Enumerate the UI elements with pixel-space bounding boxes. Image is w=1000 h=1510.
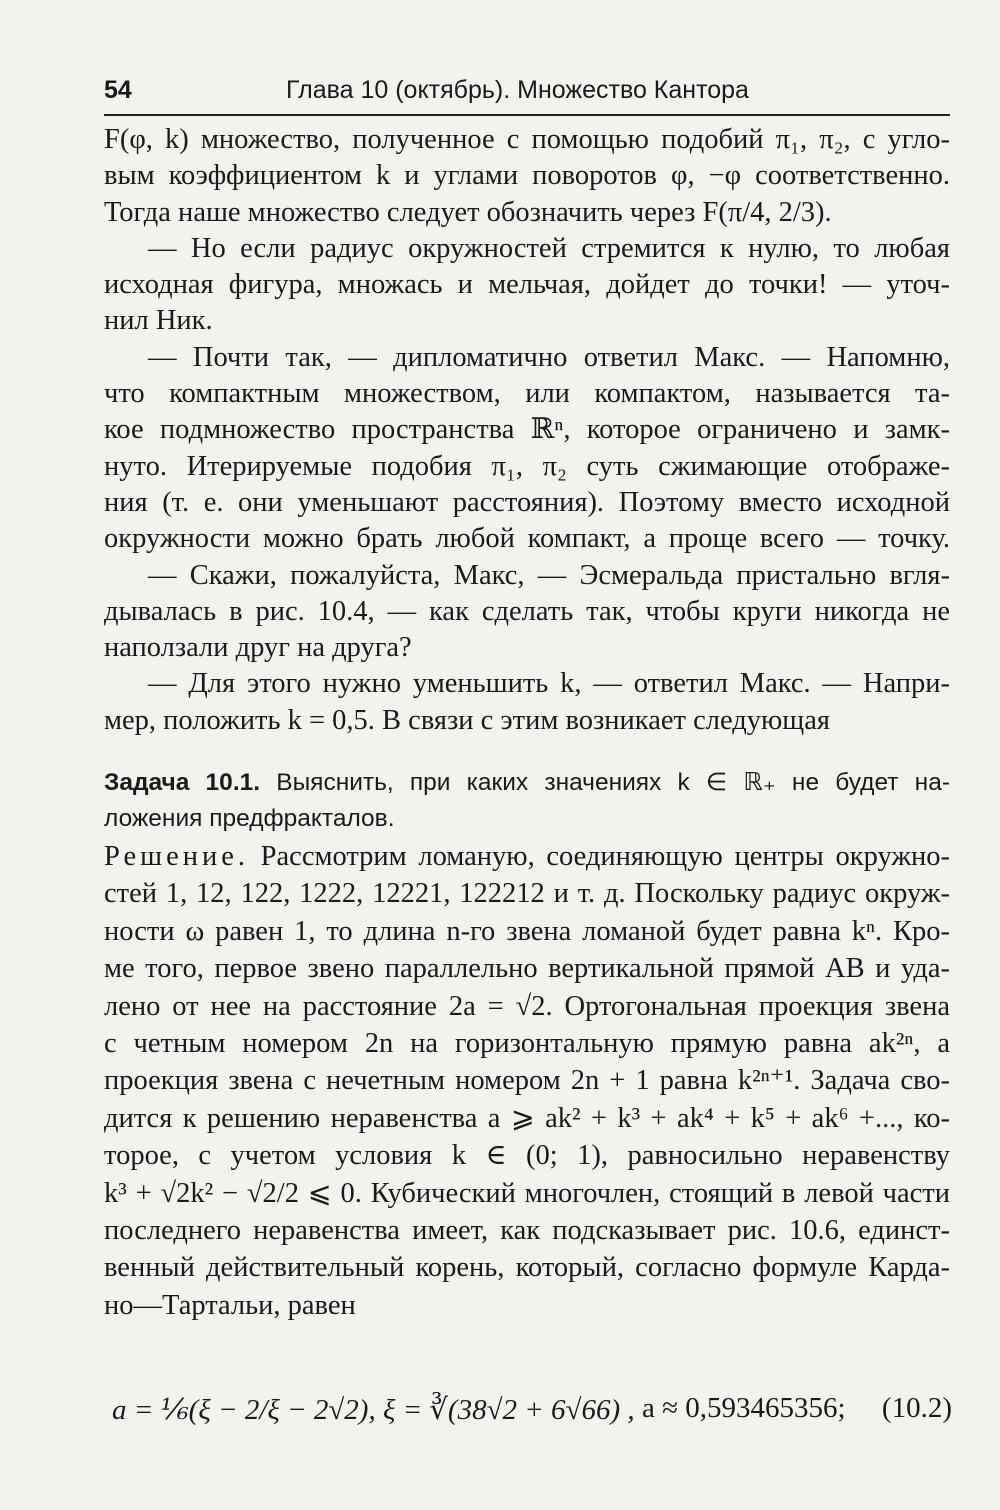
text-line: нуто. Итерируемые подобия π₁, π₂ суть сжимающие отображе- <box>104 450 950 482</box>
text-line: — Скажи, пожалуйста, Макс, — Эсмеральда пристально вгля- <box>148 559 950 591</box>
paragraph-1 <box>104 122 950 231</box>
text-line: Тогда наше множество следует обозначить через F(π/4, 2/3). <box>104 196 832 228</box>
text-line: дывалась в рис. 10.4, — как сделать так, чтобы круги никогда не <box>104 595 950 627</box>
text-line: окружности можно брать любой компакт, а проще всего — точку. <box>104 523 950 555</box>
text-line: — Для этого нужно уменьшить k, — ответил Макс. — Напри- <box>148 668 950 700</box>
solution-line <box>104 838 950 875</box>
text-line: исходная фигура, множась и мельчая, дойдет до точки! — уточ- <box>104 269 950 301</box>
formula-10-2 <box>112 1388 952 1436</box>
solution-line: с четным номером 2n на горизонтальную прямую равна ak²ⁿ, а <box>104 1028 950 1060</box>
task-line <box>104 765 950 801</box>
text-line: мер, положить k = 0,5. В связи с этим возникает следующая <box>104 704 830 736</box>
paragraph-4 <box>104 558 950 667</box>
solution-line: k³ + √2k² − √2/2 ⩽ 0. Кубический многочлен, стоящий в левой части <box>104 1177 950 1209</box>
paragraph-2 <box>104 231 950 340</box>
main-text <box>104 122 950 739</box>
paragraph-5 <box>104 666 950 739</box>
solution-line: ме того, первое звено параллельно вертикальной прямой AB и уда- <box>104 953 950 985</box>
task-text: Выяснить, при каких значениях k ∈ ℝ₊ не будет на- <box>276 769 950 796</box>
solution-line: последнего неравенства имеет, как подсказывает рис. 10.6, единст- <box>104 1215 950 1247</box>
solution-line: но—Тартальи, равен <box>104 1289 356 1321</box>
text-line: нил Ник. <box>104 305 213 337</box>
solution-line: стей 1, 12, 122, 1222, 12221, 122212 и т. д. Поскольку радиус окруж- <box>104 878 950 910</box>
page-number: 54 <box>104 76 132 104</box>
text-line: F(φ, k) множество, полученное с помощью подобий π₁, π₂, с угло- <box>104 124 950 155</box>
equation-number: (10.2) <box>881 1392 952 1424</box>
text-line: — Почти так, — дипломатично ответил Макс. — Напомню, <box>148 341 950 373</box>
task-line: ложения предфракталов. <box>104 805 395 832</box>
solution-label: Решение. <box>104 841 249 872</box>
solution-line: торое, с учетом условия k ∈ (0; 1), равносильно неравенству <box>104 1140 950 1172</box>
text-line: что компактным множеством, или компактом, называется та- <box>104 378 950 410</box>
text-line: вым коэффициентом k и углами поворотов φ, −φ соответственно. <box>104 160 950 192</box>
text-line: наползали друг на друга? <box>104 632 412 664</box>
solution <box>104 838 950 1324</box>
solution-text: Рассмотрим ломаную, соединяющую центры окружно- <box>260 841 951 872</box>
solution-line: дится к решению неравенства a ⩾ ak² + k³ + ak⁴ + k⁵ + ak⁶ +..., ко- <box>104 1102 950 1134</box>
solution-line: проекция звена с нечетным номером 2n + 1 равна k²ⁿ⁺¹. Задача сво- <box>104 1065 950 1097</box>
text-line: — Но если радиус окружностей стремится к нулю, то любая <box>148 232 950 264</box>
formula-expression: a = ⅙(ξ − 2/ξ − 2√2), ξ = ∛(38√2 + 6√66) , <box>112 1394 635 1426</box>
chapter-title: Глава 10 (октябрь). Множество Кантора <box>286 76 749 104</box>
solution-line: венный действительный корень, который, согласно формуле Карда- <box>104 1252 950 1284</box>
text-line: кое подмножество пространства ℝⁿ, которое ограничено и замк- <box>104 414 950 446</box>
solution-line: ности ω равен 1, то длина n-го звена ломаной будет равна kⁿ. Кро- <box>104 915 950 947</box>
running-header <box>104 74 950 116</box>
text-line: ния (т. е. они уменьшают расстояния). Поэтому вместо исходной <box>104 486 950 518</box>
formula-approximation: a ≈ 0,593465356; <box>642 1392 846 1424</box>
paragraph-3 <box>104 340 950 558</box>
task-label: Задача 10.1. <box>104 769 261 796</box>
task-statement <box>104 765 950 837</box>
solution-line: лено от нее на расстояние 2a = √2. Ортогональная проекция звена <box>104 990 950 1022</box>
